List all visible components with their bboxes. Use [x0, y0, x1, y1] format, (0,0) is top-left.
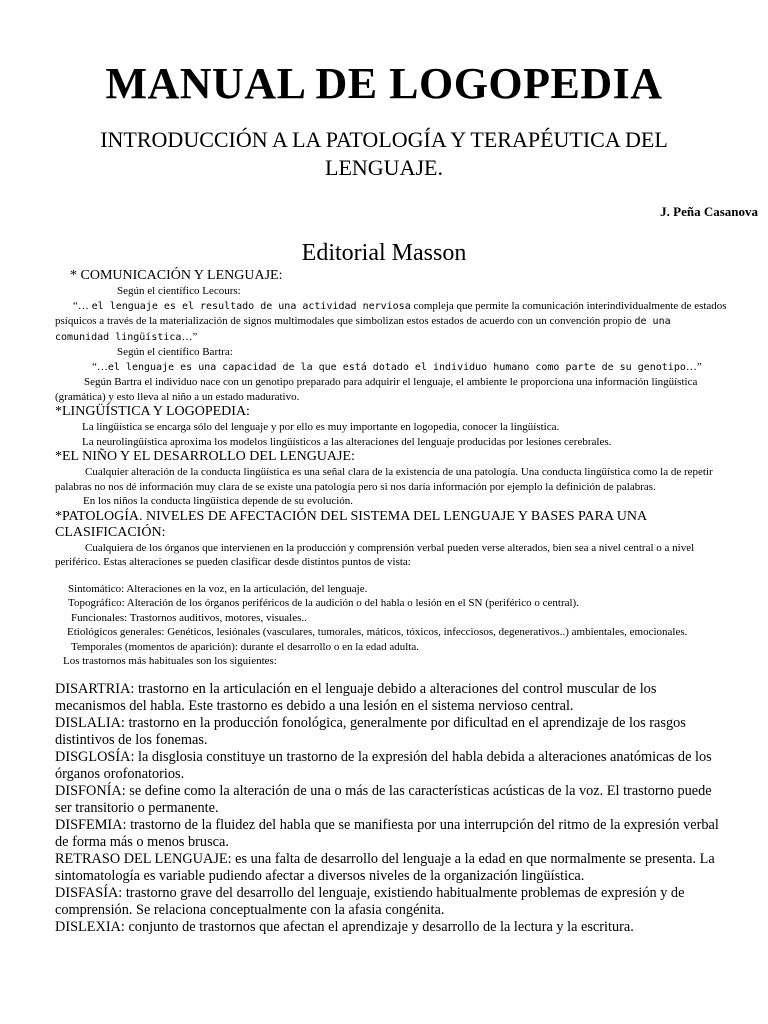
document-subtitle: INTRODUCCIÓN A LA PATOLOGÍA Y TERAPÉUTICA DEL LENGUAJE. [100, 127, 668, 180]
quote-open-mark: “… [73, 299, 92, 312]
linguistica-paragraph-2: La neurolingüística aproxima los modelos lingüísticos a las alteraciones del lenguaje producidas por lesiones cerebrales. [82, 435, 612, 448]
disorder-entry: DISARTRIA: trastorno en la articulación en el lenguaje debido a alteraciones del control muscular de los mecanismos del habla. Este trastorno es debido a una lesión en el sistema nervioso central. [55, 680, 657, 714]
section-heading-comunicacion: * COMUNICACIÓN Y LENGUAJE: [70, 268, 283, 283]
quote-close-mark: …” [685, 360, 702, 373]
list-item: Funcionales: Trastornos auditivos, motores, visuales.. [71, 611, 307, 624]
disorder-entry: DISGLOSÍA: la disglosia constituye un trastorno de la expresión del habla debida a alteraciones anatómicas de los órganos orofonatorios. [55, 748, 712, 782]
patologia-paragraph: Cualquiera de los órganos que intervienen en la producción y comprensión verbal pueden verse alterados, bien sea a nivel central o a nivel periférico. Estas alteraciones se pueden clasificar desde distintos puntos de vista: [55, 541, 695, 568]
list-item: Topográfico: Alteración de los órganos periféricos de la audición o del habla o lesión en el SN (periférico o central). [68, 597, 579, 609]
author-name: J. Peña Casanova [660, 204, 758, 219]
disorder-entry: DISFASÍA: trastorno grave del desarrollo del lenguaje, existiendo habitualmente problemas de expresión y de comprensión. Se relaciona conceptualmente con la afasia congénita. [55, 884, 685, 918]
disorder-entry: RETRASO DEL LENGUAJE: es una falta de desarrollo del lenguaje a la edad en que normalmente se presenta. La sintomatología es variable pudiendo afectar a diversos niveles de la organización lingüística. [55, 850, 715, 884]
document-title: MANUAL DE LOGOPEDIA [105, 59, 663, 108]
disorder-entry: DISLEXIA: conjunto de trastornos que afectan el aprendizaje y desarrollo de la lectura y la escritura. [55, 918, 634, 935]
document-body [0, 268, 768, 936]
list-item: Etiológicos generales: Genéticos, lesiónales (vasculares, tumorales, máticos, tóxicos, infecciosos, degenerativos..) ambientales, emocionales. [67, 626, 688, 638]
section-heading-linguistica: *LINGÜÍSTICA Y LOGOPEDIA: [55, 404, 250, 419]
list-item: Temporales (momentos de aparición): durante el desarrollo o en la edad adulta. [71, 640, 420, 653]
quote-open-mark: “… [92, 360, 108, 373]
bartra-quote [0, 360, 768, 376]
linguistica-paragraph-1: La lingüística se encarga sólo del lenguaje y por ello es muy importante en logopedia, conocer la lingüística. [82, 421, 560, 433]
quote-text: compleja que permite la comunicación interindividualmente de estados psíquicos a través de la materialización de signos multimodales que simbolizan estos estados de acuerdo con un convención propio [55, 299, 727, 327]
nino-paragraph-2: En los niños la conducta lingüística depende de su evolución. [83, 495, 354, 507]
handwritten-text: el lenguaje es una capacidad de la que está dotado el individuo humano como parte de su genotipo [107, 361, 686, 373]
lecours-quote [0, 299, 768, 346]
lecours-intro: Según el científico Lecours: [117, 285, 241, 297]
nino-paragraph-1: Cualquier alteración de la conducta lingüística es una señal clara de la existencia de una patología. Una conducta lingüística como la de repetir palabras no nos dé información muy clara de se existe una patología pero si nos daría información por ejemplo la definición de palabras. [55, 466, 713, 493]
disorder-entry: DISFEMIA: trastorno de la fluidez del habla que se manifiesta por una interrupción del ritmo de la expresión verbal de forma más o menos brusca. [55, 816, 719, 850]
section-heading-nino: *EL NIÑO Y EL DESARROLLO DEL LENGUAJE: [55, 449, 355, 464]
list-item: Sintomático: Alteraciones en la voz, en la articulación, del lenguaje. [68, 582, 368, 595]
section-heading-patologia: *PATOLOGÍA. NIVELES DE AFECTACIÓN DEL SISTEMA DEL LENGUAJE Y BASES PARA UNA CLASIFICACIÓN: [55, 508, 647, 540]
publisher-name: Editorial Masson [301, 240, 467, 266]
spacer [0, 669, 768, 681]
bartra-paragraph: Según Bartra el individuo nace con un genotipo preparado para adquirir el lenguaje, el ambiente le proporciona una información lingüística (gramática) y esto lleva al niño a un estado madurativo. [55, 376, 698, 403]
bartra-intro: Según el científico Bartra: [117, 346, 233, 358]
disorder-entry: DISLALIA: trastorno en la producción fonológica, generalmente por dificultad en el aprendizaje de los rasgos distintivos de los fonemas. [55, 714, 686, 748]
handwritten-text: el lenguaje es el resultado de una actividad nerviosa [91, 300, 411, 312]
spacer [0, 570, 768, 582]
handwritten-text: de una comunidad lingüística [55, 316, 671, 343]
list-intro: Los trastornos más habituales son los siguientes: [63, 655, 277, 667]
disorder-entry: DISFONÍA: se define como la alteración de una o más de las características acústicas de la voz. El trastorno puede ser transitorio o permanente. [55, 782, 712, 816]
quote-close-mark: …” [181, 330, 198, 343]
